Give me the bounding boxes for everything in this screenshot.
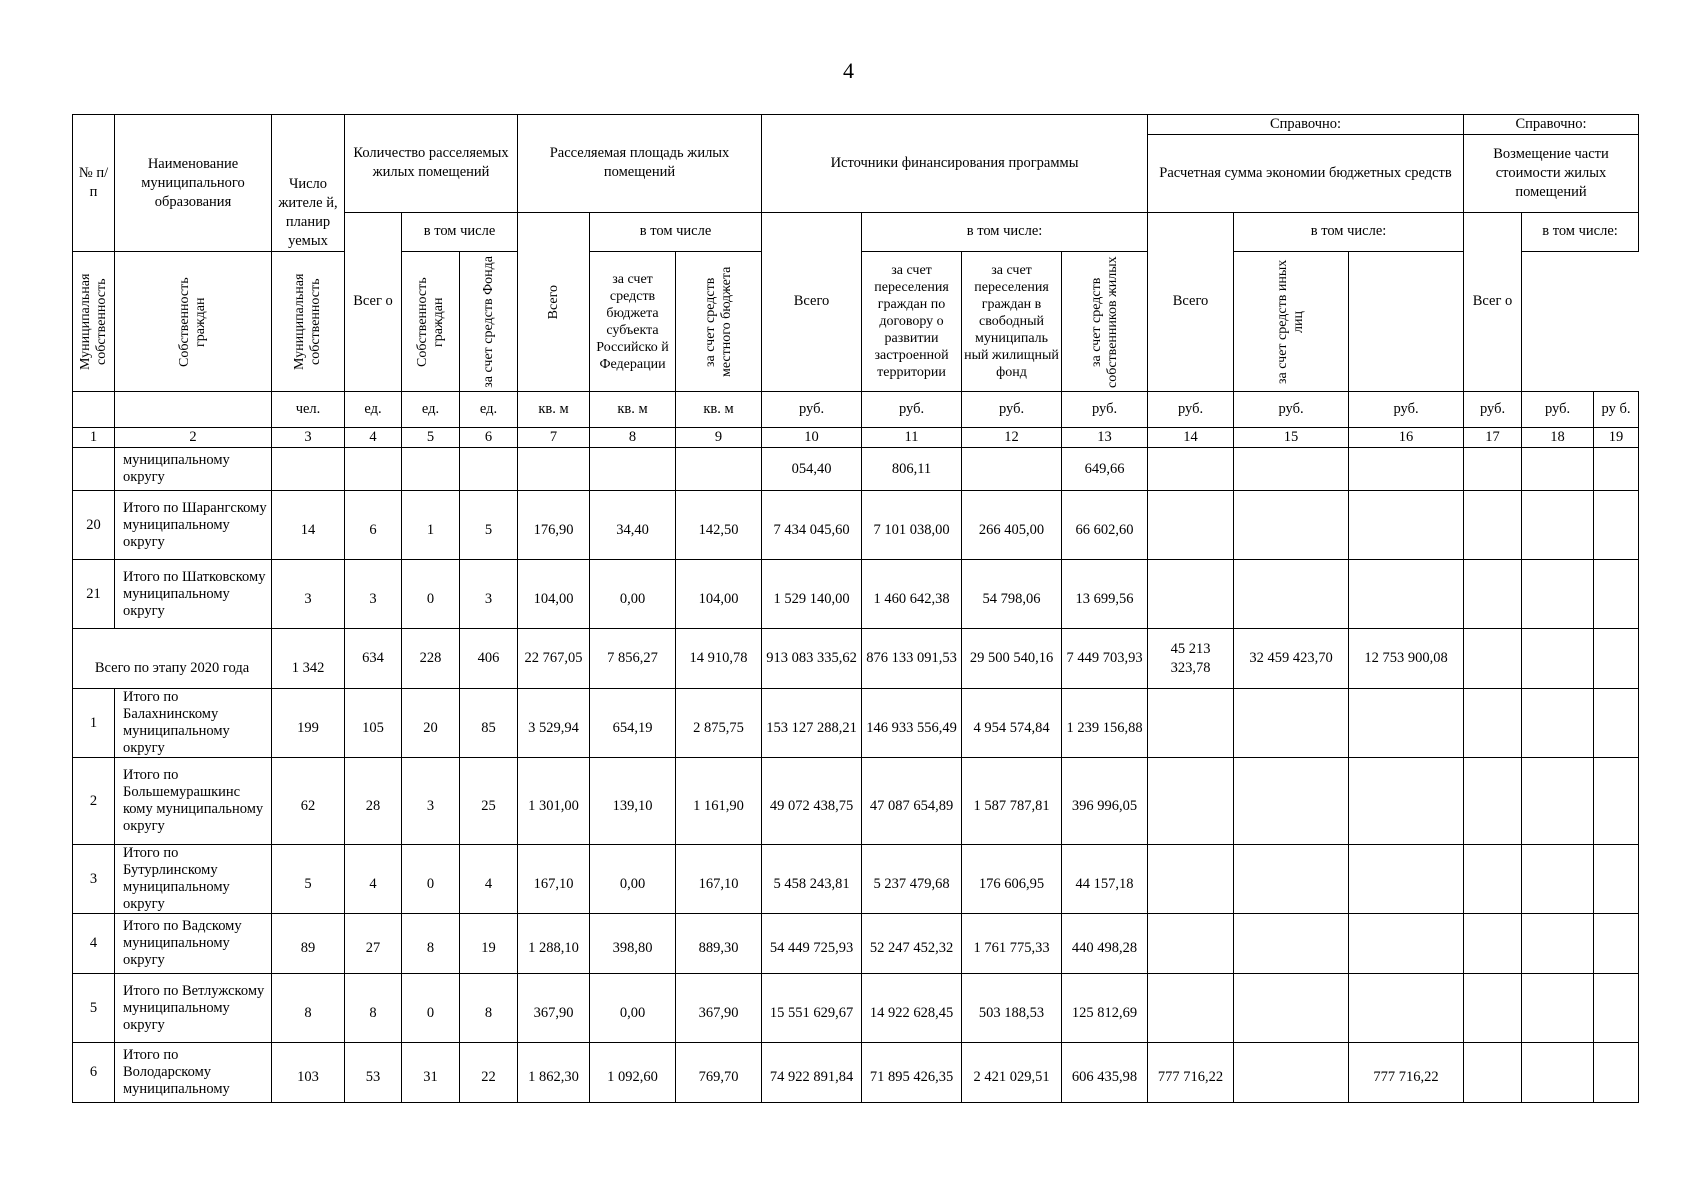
cell-c4: 3 — [345, 560, 402, 629]
page-number: 4 — [843, 58, 854, 83]
total-cell-c16: 12 753 900,08 — [1349, 629, 1464, 689]
cell-c7: 104,00 — [518, 560, 590, 629]
table-row — [73, 1043, 1639, 1103]
header-savings-group: Расчетная сумма экономии бюджетных средств — [1148, 135, 1464, 213]
cell-c8: 34,40 — [590, 491, 676, 560]
header-finance-group: Источники финансирования программы — [762, 115, 1148, 213]
resettlement-table — [72, 114, 1639, 1103]
cell-c10: 54 449 725,93 — [762, 914, 862, 974]
cell-c3: 103 — [272, 1043, 345, 1103]
unit-cell: чел. — [272, 392, 345, 428]
cell-c17 — [1464, 974, 1522, 1043]
cell-c8: 139,10 — [590, 758, 676, 845]
municipality-name: Итого по Бутурлинскому муниципальному округу — [115, 845, 272, 914]
cell-c10: 7 434 045,60 — [762, 491, 862, 560]
unit-cell: кв. м — [518, 392, 590, 428]
total-cell-c4: 634 — [345, 629, 402, 689]
cell-c13: 13 699,56 — [1062, 560, 1148, 629]
cell-c16: 777 716,22 — [1349, 1043, 1464, 1103]
row-number: 4 — [73, 914, 115, 974]
header-area-citizens — [402, 252, 460, 392]
cell-c19 — [1594, 689, 1639, 758]
header-qty-municipal — [73, 252, 115, 392]
cell-c3: 5 — [272, 845, 345, 914]
cell-c13: 44 157,18 — [1062, 845, 1148, 914]
unit-cell: ед. — [402, 392, 460, 428]
municipality-name: Итого по Шарангскому муниципальному округу — [115, 491, 272, 560]
header-local-budget — [676, 252, 762, 392]
cell-c12: 1 761 775,33 — [962, 914, 1062, 974]
cell-c12: 54 798,06 — [962, 560, 1062, 629]
cell-c14 — [1148, 845, 1234, 914]
header-reference-1: Справочно: — [1148, 115, 1464, 135]
cell-c17 — [1464, 914, 1522, 974]
cell-c4: 105 — [345, 689, 402, 758]
unit-cell: руб. — [762, 392, 862, 428]
total-cell-c14: 45 213 323,78 — [1148, 629, 1234, 689]
cell-c12: 503 188,53 — [962, 974, 1062, 1043]
continuation-c8 — [590, 448, 676, 491]
cell-c9: 1 161,90 — [676, 758, 762, 845]
unit-cell: ру б. — [1594, 392, 1639, 428]
cell-c4: 28 — [345, 758, 402, 845]
municipality-name: Итого по Володарскому муниципальному — [115, 1043, 272, 1103]
unit-cell: руб. — [1349, 392, 1464, 428]
cell-c10: 15 551 629,67 — [762, 974, 862, 1043]
table-row — [73, 974, 1639, 1043]
cell-c18 — [1522, 560, 1594, 629]
cell-c17 — [1464, 845, 1522, 914]
municipality-name: Итого по Большемурашкинс кому муниципальному округу — [115, 758, 272, 845]
cell-c17 — [1464, 491, 1522, 560]
municipality-name: Итого по Ветлужскому муниципальному округу — [115, 974, 272, 1043]
cell-c7: 176,90 — [518, 491, 590, 560]
cell-c18 — [1522, 914, 1594, 974]
header-other-persons — [1234, 252, 1349, 392]
header-reimb-total: Всег о — [1464, 212, 1522, 392]
header-savings-total: Всего — [1148, 212, 1234, 392]
cell-c18 — [1522, 758, 1594, 845]
column-number: 5 — [402, 428, 460, 448]
column-number: 13 — [1062, 428, 1148, 448]
row-number: 6 — [73, 1043, 115, 1103]
cell-c15 — [1234, 914, 1349, 974]
municipality-name: Итого по Шатковскому муниципальному округу — [115, 560, 272, 629]
unit-cell: ед. — [345, 392, 402, 428]
header-area-municipal — [272, 252, 345, 392]
cell-c3: 3 — [272, 560, 345, 629]
cell-c4: 8 — [345, 974, 402, 1043]
continuation-c7 — [518, 448, 590, 491]
row-number: 3 — [73, 845, 115, 914]
column-number: 6 — [460, 428, 518, 448]
continuation-c16 — [1349, 448, 1464, 491]
cell-c18 — [1522, 1043, 1594, 1103]
municipality-name: Итого по Вадскому муниципальному округу — [115, 914, 272, 974]
continuation-c11: 806,11 — [862, 448, 962, 491]
column-number: 17 — [1464, 428, 1522, 448]
column-number: 16 — [1349, 428, 1464, 448]
cell-c6: 4 — [460, 845, 518, 914]
continuation-c3 — [272, 448, 345, 491]
continuation-c4 — [345, 448, 402, 491]
cell-c10: 153 127 288,21 — [762, 689, 862, 758]
cell-c10: 1 529 140,00 — [762, 560, 862, 629]
column-number: 1 — [73, 428, 115, 448]
total-cell-c12: 29 500 540,16 — [962, 629, 1062, 689]
cell-c8: 654,19 — [590, 689, 676, 758]
continuation-name: муниципальному округу — [115, 448, 272, 491]
continuation-c10: 054,40 — [762, 448, 862, 491]
row-number: 20 — [73, 491, 115, 560]
cell-c18 — [1522, 689, 1594, 758]
cell-c10: 5 458 243,81 — [762, 845, 862, 914]
cell-c9: 367,90 — [676, 974, 762, 1043]
unit-cell: руб. — [1062, 392, 1148, 428]
total-cell-c19 — [1594, 629, 1639, 689]
cell-c9: 889,30 — [676, 914, 762, 974]
unit-cell: руб. — [1464, 392, 1522, 428]
unit-cell: кв. м — [590, 392, 676, 428]
cell-c13: 1 239 156,88 — [1062, 689, 1148, 758]
cell-c8: 398,80 — [590, 914, 676, 974]
cell-c18 — [1522, 845, 1594, 914]
unit-cell: руб. — [1234, 392, 1349, 428]
cell-c7: 1 862,30 — [518, 1043, 590, 1103]
header-owners — [1062, 252, 1148, 392]
continuation-c12 — [962, 448, 1062, 491]
total-row — [73, 629, 1639, 689]
continuation-c19 — [1594, 448, 1639, 491]
unit-cell: руб. — [1148, 392, 1234, 428]
cell-c16 — [1349, 845, 1464, 914]
cell-c10: 74 922 891,84 — [762, 1043, 862, 1103]
total-cell-c5: 228 — [402, 629, 460, 689]
header-finance-total: Всего — [762, 212, 862, 392]
cell-c19 — [1594, 560, 1639, 629]
cell-c19 — [1594, 845, 1639, 914]
header-num: № п/ п — [73, 115, 115, 252]
table-row — [73, 914, 1639, 974]
cell-c4: 27 — [345, 914, 402, 974]
cell-c15 — [1234, 689, 1349, 758]
cell-c14 — [1148, 974, 1234, 1043]
cell-c6: 25 — [460, 758, 518, 845]
cell-c14 — [1148, 689, 1234, 758]
total-row-label: Всего по этапу 2020 года — [73, 629, 272, 689]
header-reimb-incl: в том числе: — [1522, 212, 1639, 252]
cell-c8: 0,00 — [590, 845, 676, 914]
cell-c11: 146 933 556,49 — [862, 689, 962, 758]
row-number: 2 — [73, 758, 115, 845]
unit-cell: руб. — [1522, 392, 1594, 428]
cell-c7: 1 301,00 — [518, 758, 590, 845]
cell-c13: 606 435,98 — [1062, 1043, 1148, 1103]
total-cell-c6: 406 — [460, 629, 518, 689]
header-dev-contract: за счет переселения граждан по договору о развитии застроенной территории — [862, 252, 962, 392]
table-row — [73, 560, 1639, 629]
cell-c7: 3 529,94 — [518, 689, 590, 758]
continuation-c6 — [460, 448, 518, 491]
cell-c15 — [1234, 974, 1349, 1043]
units-num — [73, 392, 115, 428]
cell-c3: 89 — [272, 914, 345, 974]
header-subject-budget: за счет средств бюджета субъекта Российско й Федерации — [590, 252, 676, 392]
header-local-budget-label: за счет средств местного бюджета — [702, 266, 734, 377]
cell-c11: 1 460 642,38 — [862, 560, 962, 629]
header-area-municipal-label: Муниципальная собственность — [292, 273, 323, 370]
cell-c15 — [1234, 1043, 1349, 1103]
cell-c16 — [1349, 974, 1464, 1043]
continuation-c9 — [676, 448, 762, 491]
table-row — [73, 845, 1639, 914]
total-cell-c10: 913 083 335,62 — [762, 629, 862, 689]
column-number: 11 — [862, 428, 962, 448]
column-number: 18 — [1522, 428, 1594, 448]
cell-c7: 167,10 — [518, 845, 590, 914]
total-cell-c13: 7 449 703,93 — [1062, 629, 1148, 689]
header-fund — [460, 252, 518, 392]
table-row — [73, 689, 1639, 758]
column-number: 15 — [1234, 428, 1349, 448]
header-reimbursement-group: Возмещение части стоимости жилых помещений — [1464, 135, 1639, 213]
header-area-total-label: Всего — [545, 284, 561, 319]
cell-c17 — [1464, 758, 1522, 845]
cell-c12: 266 405,00 — [962, 491, 1062, 560]
continuation-c15 — [1234, 448, 1349, 491]
header-area-total — [518, 212, 590, 392]
column-number: 19 — [1594, 428, 1639, 448]
cell-c3: 62 — [272, 758, 345, 845]
table-row — [73, 758, 1639, 845]
cell-c6: 8 — [460, 974, 518, 1043]
cell-c11: 71 895 426,35 — [862, 1043, 962, 1103]
total-cell-c9: 14 910,78 — [676, 629, 762, 689]
header-qty-incl: в том числе — [402, 212, 518, 252]
cell-c9: 2 875,75 — [676, 689, 762, 758]
cell-c5: 8 — [402, 914, 460, 974]
cell-c12: 1 587 787,81 — [962, 758, 1062, 845]
total-cell-c3: 1 342 — [272, 629, 345, 689]
cell-c19 — [1594, 1043, 1639, 1103]
row-number: 1 — [73, 689, 115, 758]
cell-c5: 20 — [402, 689, 460, 758]
cell-c19 — [1594, 974, 1639, 1043]
cell-c8: 0,00 — [590, 560, 676, 629]
cell-c5: 0 — [402, 974, 460, 1043]
unit-cell: ед. — [460, 392, 518, 428]
header-owners-label: за счет средств собственников жилых — [1088, 255, 1120, 388]
header-free-fund: за счет переселения граждан в свободный муниципаль ный жилищный фонд — [962, 252, 1062, 392]
unit-cell: кв. м — [676, 392, 762, 428]
continuation-c18 — [1522, 448, 1594, 491]
cell-c13: 440 498,28 — [1062, 914, 1148, 974]
cell-c17 — [1464, 560, 1522, 629]
cell-c6: 19 — [460, 914, 518, 974]
cell-c18 — [1522, 974, 1594, 1043]
total-cell-c11: 876 133 091,53 — [862, 629, 962, 689]
cell-c5: 0 — [402, 845, 460, 914]
cell-c4: 53 — [345, 1043, 402, 1103]
cell-c11: 7 101 038,00 — [862, 491, 962, 560]
cell-c5: 3 — [402, 758, 460, 845]
cell-c5: 1 — [402, 491, 460, 560]
cell-c13: 66 602,60 — [1062, 491, 1148, 560]
row-number: 5 — [73, 974, 115, 1043]
column-number: 10 — [762, 428, 862, 448]
cell-c16 — [1349, 491, 1464, 560]
continuation-c13: 649,66 — [1062, 448, 1148, 491]
header-qty-municipal-label: Муниципальная собственность — [77, 273, 109, 370]
cell-c15 — [1234, 845, 1349, 914]
header-other-persons-label: за счет средств иных лиц — [1275, 259, 1307, 384]
header-qty-group: Количество расселяемых жилых помещений — [345, 115, 518, 213]
total-cell-c15: 32 459 423,70 — [1234, 629, 1349, 689]
column-number: 9 — [676, 428, 762, 448]
row-number: 21 — [73, 560, 115, 629]
cell-c16 — [1349, 758, 1464, 845]
cell-c14 — [1148, 560, 1234, 629]
municipality-name: Итого по Балахнинскому муниципальному округу — [115, 689, 272, 758]
cell-c11: 5 237 479,68 — [862, 845, 962, 914]
header-savings-incl: в том числе: — [1234, 212, 1464, 252]
cell-c14 — [1148, 491, 1234, 560]
continuation-c14 — [1148, 448, 1234, 491]
column-number: 2 — [115, 428, 272, 448]
cell-c6: 85 — [460, 689, 518, 758]
cell-c14 — [1148, 914, 1234, 974]
cell-c19 — [1594, 914, 1639, 974]
continuation-num — [73, 448, 115, 491]
total-cell-c17 — [1464, 629, 1522, 689]
cell-c19 — [1594, 491, 1639, 560]
cell-c3: 199 — [272, 689, 345, 758]
cell-c4: 4 — [345, 845, 402, 914]
continuation-c17 — [1464, 448, 1522, 491]
table-row — [73, 491, 1639, 560]
cell-c7: 1 288,10 — [518, 914, 590, 974]
cell-c14: 777 716,22 — [1148, 1043, 1234, 1103]
total-cell-c8: 7 856,27 — [590, 629, 676, 689]
total-cell-c18 — [1522, 629, 1594, 689]
header-qty-citizens-label: Собственность граждан — [177, 276, 208, 367]
header-residents: Число жителе й, планир уемых — [272, 115, 345, 252]
column-number: 7 — [518, 428, 590, 448]
cell-c6: 5 — [460, 491, 518, 560]
cell-c18 — [1522, 491, 1594, 560]
cell-c11: 47 087 654,89 — [862, 758, 962, 845]
header-finance-incl: в том числе: — [862, 212, 1148, 252]
cell-c17 — [1464, 689, 1522, 758]
header-qty-total: Всег о — [345, 212, 402, 392]
cell-c3: 14 — [272, 491, 345, 560]
header-area-incl: в том числе — [590, 212, 762, 252]
header-fund-label: за счет средств Фонда — [480, 255, 496, 388]
cell-c9: 167,10 — [676, 845, 762, 914]
cell-c11: 52 247 452,32 — [862, 914, 962, 974]
cell-c11: 14 922 628,45 — [862, 974, 962, 1043]
cell-c13: 396 996,05 — [1062, 758, 1148, 845]
column-number: 8 — [590, 428, 676, 448]
cell-c13: 125 812,69 — [1062, 974, 1148, 1043]
column-number: 4 — [345, 428, 402, 448]
cell-c14 — [1148, 758, 1234, 845]
cell-c3: 8 — [272, 974, 345, 1043]
header-name: Наименование муниципального образования — [115, 115, 272, 252]
cell-c12: 2 421 029,51 — [962, 1043, 1062, 1103]
cell-c16 — [1349, 914, 1464, 974]
cell-c15 — [1234, 758, 1349, 845]
continuation-c5 — [402, 448, 460, 491]
cell-c16 — [1349, 689, 1464, 758]
unit-cell: руб. — [862, 392, 962, 428]
column-number: 14 — [1148, 428, 1234, 448]
cell-c19 — [1594, 758, 1639, 845]
cell-c9: 104,00 — [676, 560, 762, 629]
cell-c8: 0,00 — [590, 974, 676, 1043]
cell-c16 — [1349, 560, 1464, 629]
column-number: 3 — [272, 428, 345, 448]
cell-c7: 367,90 — [518, 974, 590, 1043]
column-number: 12 — [962, 428, 1062, 448]
header-area-citizens-label: Собственность граждан — [414, 276, 446, 367]
header-area-group: Расселяемая площадь жилых помещений — [518, 115, 762, 213]
cell-c9: 769,70 — [676, 1043, 762, 1103]
units-name — [115, 392, 272, 428]
cell-c8: 1 092,60 — [590, 1043, 676, 1103]
cell-c4: 6 — [345, 491, 402, 560]
total-cell-c7: 22 767,05 — [518, 629, 590, 689]
cell-c6: 22 — [460, 1043, 518, 1103]
cell-c17 — [1464, 1043, 1522, 1103]
cell-c15 — [1234, 491, 1349, 560]
cell-c10: 49 072 438,75 — [762, 758, 862, 845]
cell-c5: 0 — [402, 560, 460, 629]
header-qty-citizens — [115, 252, 272, 392]
unit-cell: руб. — [962, 392, 1062, 428]
cell-c12: 176 606,95 — [962, 845, 1062, 914]
cell-c15 — [1234, 560, 1349, 629]
header-reference-2: Справочно: — [1464, 115, 1639, 135]
cell-c9: 142,50 — [676, 491, 762, 560]
cell-c5: 31 — [402, 1043, 460, 1103]
cell-c6: 3 — [460, 560, 518, 629]
cell-c12: 4 954 574,84 — [962, 689, 1062, 758]
